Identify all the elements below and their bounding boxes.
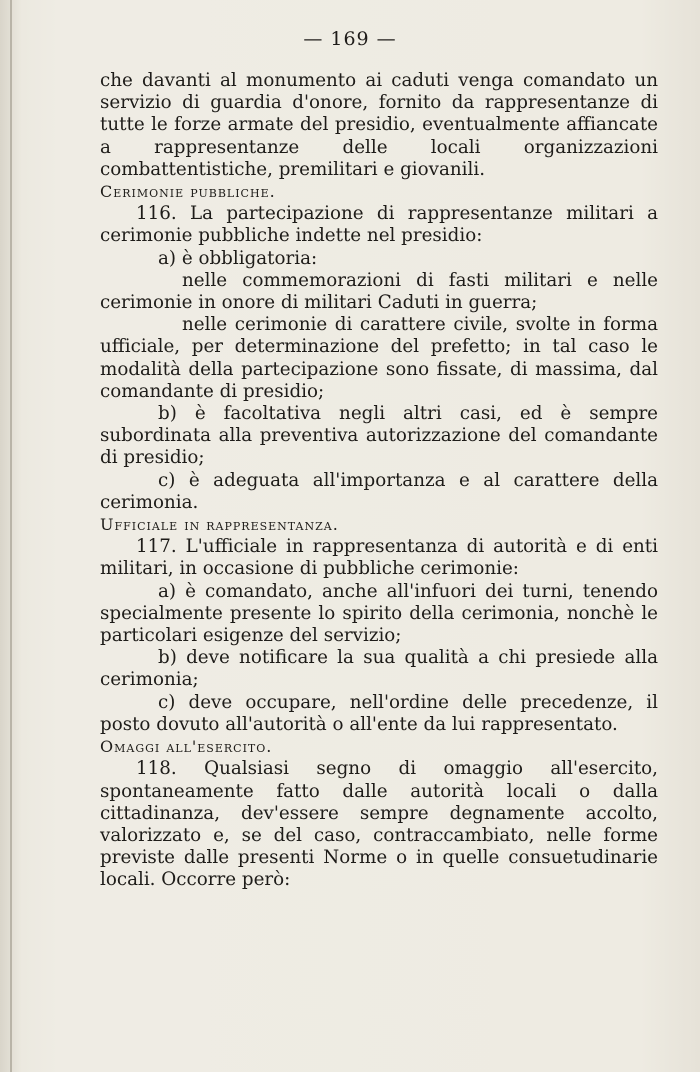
- paragraph-116-item-a-2: nelle cerimonie di carattere civile, svolte in forma ufficiale, per determinazione del prefetto; in tal caso le modalità della partecipazione sono fissate, di massima, dal comandante di presidio;: [100, 314, 658, 402]
- intro-paragraph: che davanti al monumento ai caduti venga comandato un servizio di guardia d'onore, fornito da rappresentanze di tutte le forze armate del presidio, eventualmente affiancate a rappresentanze delle locali organizzazioni combattentistiche, premilitari e giovanili.: [100, 70, 658, 180]
- paragraph-116-item-b: b) è facoltativa negli altri casi, ed è sempre subordinata alla preventiva autorizzazione del comandante di presidio;: [100, 403, 658, 469]
- paragraph-117-item-c: c) deve occupare, nell'ordine delle precedenze, il posto dovuto all'autorità o all'ente da lui rappresentato.: [100, 691, 658, 735]
- paragraph-117-item-a: a) è comandato, anche all'infuori dei turni, tenendo specialmente presente lo spirito della cerimonia, nonchè le particolari esigenze del servizio;: [100, 580, 658, 647]
- paragraph-116-item-c: c) è adeguata all'importanza e al carattere della cerimonia.: [100, 469, 658, 513]
- page-number: — 169 —: [303, 28, 397, 50]
- paragraph-117-item-b: b) deve notificare la sua qualità a chi presiede alla cerimonia;: [100, 647, 658, 691]
- book-spine-shadow: [10, 0, 12, 1072]
- heading-omaggi-all-esercito: Omaggi all'esercito.: [100, 737, 273, 757]
- page-content: [100, 70, 658, 892]
- paragraph-116-item-a: a) è obbligatoria:: [158, 247, 318, 269]
- paragraph-117-lead: 117. L'ufficiale in rappresentanza di autorità e di enti militari, in occasione di pubbliche cerimonie:: [100, 536, 658, 580]
- paragraph-116-item-a-1: nelle commemorazioni di fasti militari e nelle cerimonie in onore di militari Caduti in guerra;: [100, 269, 658, 314]
- heading-ufficiale-in-rappresentanza: Ufficiale in rappresentanza.: [100, 515, 339, 535]
- heading-cerimonie-pubbliche: Cerimonie pubbliche.: [100, 182, 276, 202]
- paragraph-118-lead: 118. Qualsiasi segno di omaggio all'esercito, spontaneamente fatto dalle autorità locali o dalla cittadinanza, dev'essere sempre degnamente accolto, valorizzato e, se del caso, contraccambiato, nelle forme previste dalle presenti Norme o in quelle consuetudinarie locali. Occorre però:: [100, 758, 658, 891]
- paragraph-116-lead: 116. La partecipazione di rappresentanze militari a cerimonie pubbliche indette nel presidio:: [100, 203, 658, 247]
